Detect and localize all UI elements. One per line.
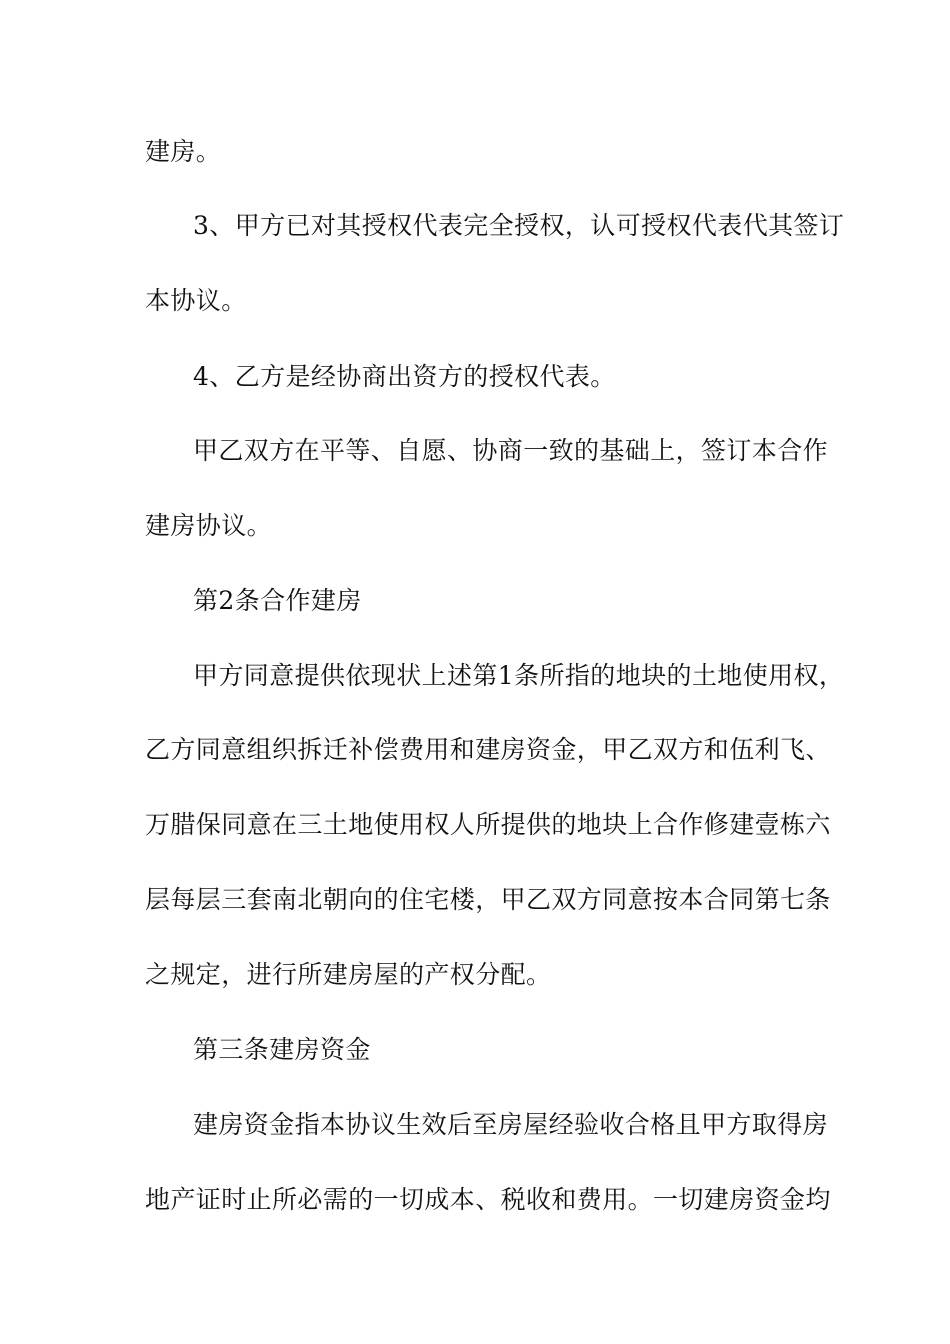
paragraph-line-14: 建房资金指本协议生效后至房屋经验收合格且甲方取得房: [193, 1110, 829, 1139]
paragraph-line-10: 万腊保同意在三土地使用权人所提供的地块上合作修建壹栋六: [145, 810, 831, 839]
paragraph-line-11: 层每层三套南北朝向的住宅楼，甲乙双方同意按本合同第七条: [145, 885, 831, 914]
paragraph-line-1: 建房。: [145, 137, 222, 166]
section-heading-2: 第2条合作建房: [193, 586, 362, 615]
paragraph-line-12: 之规定，进行所建房屋的产权分配。: [145, 960, 552, 989]
paragraph-line-5: 甲乙双方在平等、自愿、协商一致的基础上，签订本合作: [193, 436, 829, 465]
paragraph-line-3: 本协议。: [145, 286, 247, 315]
paragraph-line-4: 4、乙方是经协商出资方的授权代表。: [193, 362, 616, 391]
paragraph-line-9: 乙方同意组织拆迁补偿费用和建房资金，甲乙双方和伍利飞、: [145, 735, 831, 764]
section-heading-3: 第三条建房资金: [193, 1035, 371, 1064]
paragraph-line-6: 建房协议。: [145, 511, 273, 540]
paragraph-line-2: 3、甲方已对其授权代表完全授权，认可授权代表代其签订: [193, 211, 845, 240]
paragraph-line-8: 甲方同意提供依现状上述第1条所指的地块的土地使用权，: [193, 661, 845, 690]
paragraph-line-15: 地产证时止所必需的一切成本、税收和费用。一切建房资金均: [145, 1185, 831, 1214]
